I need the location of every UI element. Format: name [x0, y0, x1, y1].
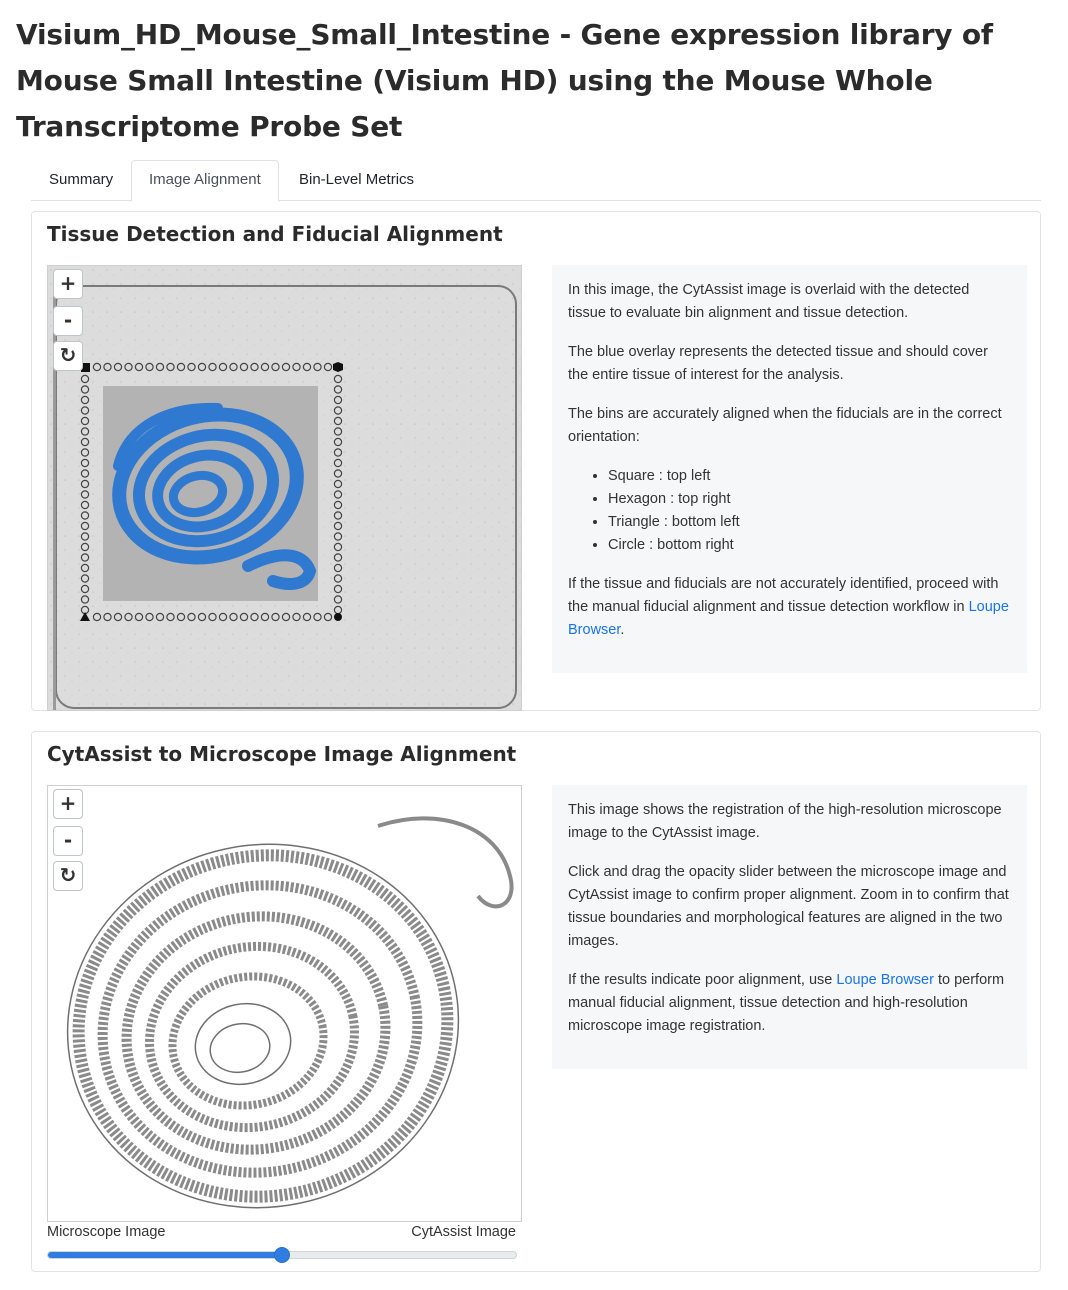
microscope-alignment-info — [552, 785, 1027, 1069]
cytassist-image — [48, 266, 522, 711]
list-item: • Hexagon : top right — [608, 488, 1011, 511]
zoom-out-button[interactable]: - — [53, 306, 83, 336]
microscope-alignment-title: CytAssist to Microscope Image Alignment — [47, 742, 517, 766]
info-paragraph: This image shows the registration of the high-resolution microscope image to the CytAssist image. — [568, 802, 1002, 841]
zoom-in-button[interactable]: + — [53, 789, 83, 819]
slider-right-label: CytAssist Image — [411, 1224, 516, 1240]
info-text: . — [620, 622, 625, 638]
tab-bar — [31, 160, 1041, 201]
list-item: • Triangle : bottom left — [608, 511, 1011, 534]
orientation-list — [608, 465, 1011, 557]
info-paragraph: Click and drag the opacity slider between the microscope image and CytAssist image to confirm proper alignment. Zoom in to confirm that tissue boundaries and morphological features are aligned in the two images. — [568, 864, 1009, 949]
circle-fiducial — [334, 613, 342, 621]
loupe-browser-link[interactable]: Loupe Browser — [836, 972, 934, 988]
microscope-alignment-viewer[interactable] — [47, 785, 522, 1222]
slider-fill — [48, 1252, 282, 1258]
info-text: If the results indicate poor alignment, use — [568, 972, 837, 988]
zoom-out-button[interactable]: - — [53, 826, 83, 856]
info-text: If the tissue and fiducials are not accurately identified, proceed with the manual fiducial alignment and tissue detection workflow in — [568, 576, 999, 615]
hexagon-fiducial — [333, 362, 343, 372]
microscope-alignment-card — [31, 731, 1041, 1272]
info-paragraph — [568, 573, 1011, 642]
info-paragraph: In this image, the CytAssist image is overlaid with the detected tissue to evaluate bin alignment and tissue detection. — [568, 282, 970, 321]
list-item: • Square : top left — [608, 465, 1011, 488]
page-title: Visium_HD_Mouse_Small_Intestine - Gene expression library of Mouse Small Intestine (Visium HD) using the Mouse Whole Transcriptome Probe Set — [16, 18, 993, 143]
list-item: • Circle : bottom right — [608, 534, 1011, 557]
tissue-detection-viewer[interactable] — [47, 265, 522, 711]
microscope-image — [48, 786, 522, 1222]
tissue-detection-info — [552, 265, 1027, 673]
tab-image-alignment[interactable]: Image Alignment — [131, 160, 279, 202]
info-paragraph — [568, 969, 1011, 1038]
slider-thumb[interactable] — [274, 1247, 290, 1263]
loupe-browser-link[interactable]: Loupe Browser — [568, 599, 1009, 638]
opacity-slider[interactable] — [47, 1251, 517, 1259]
slider-left-label: Microscope Image — [47, 1224, 166, 1240]
zoom-in-button[interactable]: + — [53, 269, 83, 299]
reset-view-button[interactable]: ↻ — [53, 861, 83, 891]
info-text: to perform manual fiducial alignment, tissue detection and high-resolution microscope image registration. — [568, 972, 1005, 1034]
info-paragraph: The blue overlay represents the detected tissue and should cover the entire tissue of interest for the analysis. — [568, 344, 988, 383]
tab-summary[interactable]: Summary — [49, 171, 114, 188]
tissue-detection-title: Tissue Detection and Fiducial Alignment — [47, 222, 503, 246]
tissue-detection-card — [31, 211, 1041, 711]
tab-bin-level-metrics[interactable]: Bin-Level Metrics — [299, 171, 415, 188]
info-paragraph: The bins are accurately aligned when the fiducials are in the correct orientation: — [568, 406, 1002, 445]
reset-view-button[interactable]: ↻ — [53, 341, 83, 371]
